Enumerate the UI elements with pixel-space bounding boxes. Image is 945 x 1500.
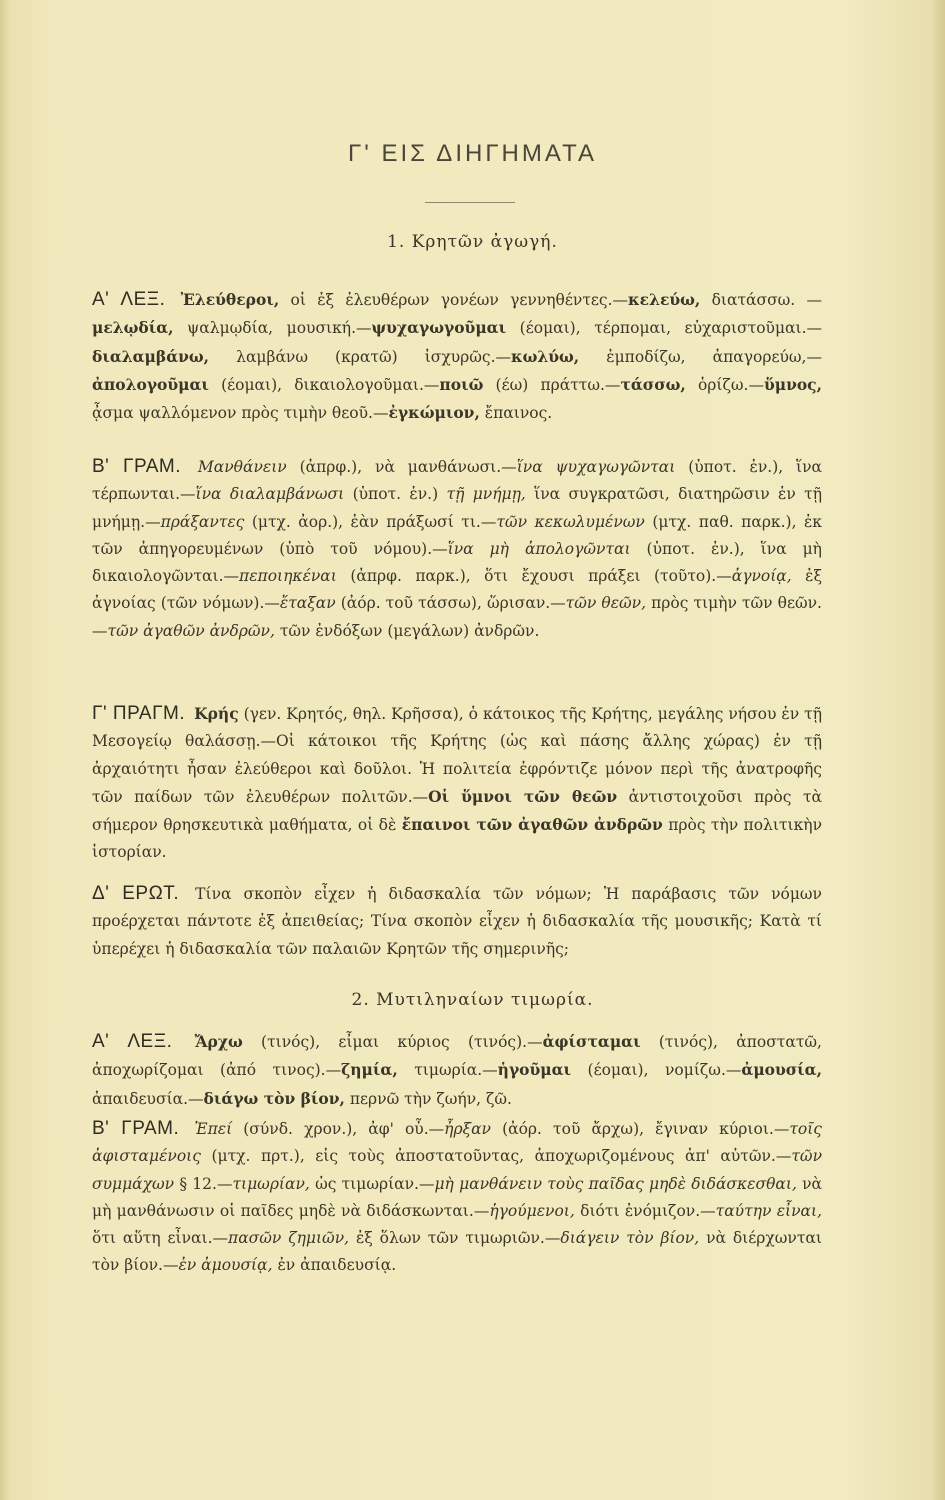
page-edge-shadow (931, 0, 945, 1500)
term: ποιῶ (439, 374, 484, 394)
term: διάγω τὸν βίον, (203, 1088, 345, 1108)
gloss: ψαλμῳδία, μουσική.— (187, 319, 372, 338)
s1-subject-label: Γ' ΠΡΑΓΜ. (92, 703, 186, 724)
gloss: διότι ἐνόμιζον.— (580, 1201, 716, 1220)
term: ἵνα μὴ ἀπολογῶνται (447, 539, 631, 558)
gloss: πρὸς τιμὴν τῶν θεῶν.— (92, 594, 822, 640)
gloss: (έομαι), δικαιολογοῦμαι.— (221, 375, 440, 394)
gloss: (ὑποτ. ἐν.) (352, 485, 439, 504)
s1-subject-paragraph (92, 700, 822, 867)
term: Οἱ ὕμνοι τῶν θεῶν (428, 786, 618, 806)
title-divider (425, 202, 515, 203)
gloss: (μτχ. ἀορ.), ἐὰν πράξωσί τι.— (251, 512, 497, 531)
term: τῶν κεκωλυμένων (496, 512, 645, 531)
s2-vocabulary-label: Α' ΛΕΞ. (92, 1031, 173, 1052)
gloss: οἱ ἐξ ἐλευθέρων γονέων γεννηθέντες.— (290, 291, 629, 309)
term: ἀγνοίᾳ, (731, 567, 792, 586)
gloss: τιμωρία.— (414, 1061, 498, 1080)
gloss: (γεν. Κρητός, θηλ. Κρῆσσα), ὁ κάτοικος τῆς Κρήτης, μεγάλης νήσου ἐν τῇ Μεσογείῳ θαλάσσῃ.—Οἱ κάτοικοι τῆς Κρήτης (ὡς καὶ πάσης ἄλλης χώρας) ἐν τῇ ἀρχαιότητι ἦσαν ἐλεύθεροι καὶ δοῦλοι. Ἡ πολιτεία ἐφρόντιζε μόνον περὶ τῆς ἀνατροφῆς τῶν παίδων τῶν ἐλευθέρων πολιτῶν.— (92, 705, 822, 806)
gloss: ἐξ ὅλων τῶν τιμωριῶν.— (355, 1229, 561, 1248)
section-1-title: 1. Κρητῶν ἀγωγή. (387, 232, 558, 252)
gloss: πρὸς τὴν πολιτικὴν ἱστορίαν. (92, 816, 823, 862)
gloss: (ἀπρφ. παρκ.), ὅτι ἔχουσι πράξει (τοῦτο).— (350, 567, 732, 586)
s2-grammar-label: Β' ΓΡΑΜ. (92, 1118, 180, 1139)
s1-vocabulary-paragraph (92, 286, 822, 427)
gloss: (έομαι), τέρπομαι, εὐχαριστοῦμαι.— (519, 319, 822, 338)
term: ἐν ἀμουσίᾳ, (178, 1256, 273, 1275)
term: ἡγοῦμαι (497, 1060, 572, 1080)
term: τῶν ἀγαθῶν ἀνδρῶν, (107, 621, 275, 640)
s1-grammar-label: Β' ΓΡΑΜ. (92, 456, 182, 477)
gloss: ἀντιστοιχοῦσι πρὸς τὰ σήμερον θρησκευτικὰ μαθήματα, οἱ δὲ (92, 787, 822, 835)
term: πασῶν ζημιῶν, (228, 1229, 350, 1248)
gloss: λαμβάνω (κρατῶ) ἰσχυρῶς.— (236, 347, 512, 366)
term: ἦρξαν (444, 1120, 491, 1138)
term: κωλύω, (511, 346, 580, 366)
gloss: (έω) πράττω.— (495, 375, 621, 394)
term: Ἐλεύθεροι, (180, 290, 280, 309)
gloss: ἐμποδίζω, ἀπαγορεύω,— (606, 347, 822, 366)
gloss: (ὑποτ. ἐν.), ἵνα μὴ δικαιολογῶνται.— (92, 539, 822, 586)
term: διάγειν τὸν βίον, (560, 1229, 700, 1248)
gloss: (ἀόρ. τοῦ ἄρχω), ἔγιναν κύριοι.— (502, 1120, 790, 1138)
gloss: § 12.— (179, 1174, 233, 1193)
gloss: περνῶ τὴν ζωήν, ζῶ. (349, 1089, 512, 1108)
s1-vocabulary-label: Α' ΛΕΞ. (92, 289, 166, 310)
term: ἔταξαν (279, 594, 336, 613)
gloss: ἔπαινος. (484, 404, 553, 423)
term: πεποιηκέναι (239, 567, 337, 586)
term: ἵνα ψυχαγωγῶνται (516, 458, 676, 476)
s2-vocabulary-paragraph (92, 1028, 822, 1113)
term: ψυχαγωγοῦμαι (371, 318, 507, 338)
term: ζημία, (341, 1060, 398, 1080)
term: τῶν συμμάχων (92, 1147, 822, 1193)
gloss: νὰ διέρχωνται τὸν βίον.— (92, 1229, 822, 1275)
gloss: ἵνα συγκρατῶσι, διατηρῶσιν ἐν τῇ μνήμῃ.— (92, 485, 822, 531)
term: ἀφίσταμαι (542, 1032, 641, 1051)
gloss: ἐξ ἀγνοίας (τῶν νόμων).— (92, 567, 823, 613)
term: τοῖς ἀφισταμένοις (92, 1120, 822, 1166)
term: κελεύω, (628, 290, 701, 309)
s1-questions-label: Δ' ΕΡΩΤ. (92, 883, 180, 904)
page-title: Γ' ΕΙΣ ΔΙΗΓΗΜΑΤΑ (347, 140, 597, 167)
gloss: ᾆσμα ψαλλόμενον πρὸς τιμὴν θεοῦ.— (92, 404, 389, 423)
term: μελῳδία, (92, 318, 174, 338)
term: ἀπολογοῦμαι (92, 374, 209, 394)
gloss: ἀπαιδευσία.— (92, 1089, 204, 1108)
term: πράξαντες (160, 512, 245, 531)
page-gutter-shadow (0, 0, 10, 1500)
gloss: ὡς τιμωρίαν.— (315, 1174, 435, 1193)
term: ὕμνος, (763, 374, 822, 394)
term: Κρής (194, 704, 239, 723)
term: Ἄρχω (194, 1032, 243, 1051)
gloss: ἐν ἀπαιδευσίᾳ. (277, 1256, 397, 1275)
term: μὴ μανθάνειν τοὺς παῖδας μηδὲ διδάσκεσθαι, (434, 1174, 797, 1193)
gloss: (ἀόρ. τοῦ τάσσω), ὥρισαν.— (340, 594, 566, 613)
gloss: (τινός), εἶμαι κύριος (τινός).— (261, 1033, 543, 1051)
s1-grammar-paragraph (92, 453, 822, 645)
term: τῶν θεῶν, (565, 594, 647, 613)
term: ἵνα διαλαμβάνωσι (195, 485, 345, 504)
gloss: ὅτι αὕτη εἶναι.— (92, 1229, 229, 1248)
section-2-title: 2. Μυτιληναίων τιμωρία. (351, 990, 594, 1010)
gloss: (τινός), ἀποστατῶ, ἀποχωρίζομαι (ἀπό τινος).— (92, 1033, 822, 1080)
term: διαλαμβάνω, (92, 346, 210, 366)
term: τιμωρίαν, (232, 1174, 310, 1193)
term: ἐγκώμιον, (388, 403, 480, 423)
term: ἡγούμενοι, (489, 1201, 575, 1220)
gloss: διατάσσω. — (711, 291, 822, 309)
term: τάσσω, (620, 374, 686, 394)
questions-text: Τίνα σκοπὸν εἶχεν ἡ διδασκαλία τῶν νόμων; Ἡ παράβασις τῶν νόμων προέρχεται πάντοτε ἐξ ἀπειθείας; Τίνα σκοπὸν εἶχεν ἡ διδασκαλία τῆς μουσικῆς; Κατὰ τί ὑπερέχει ἡ διδασκαλία τῶν παλαιῶν Κρητῶν τῆς σημερινῆς; (92, 885, 822, 958)
gloss: (ὑποτ. ἐν.), ἵνα τέρπωνται.— (92, 458, 823, 504)
gloss: (σύνδ. χρον.), ἀφ' οὗ.— (243, 1120, 445, 1138)
term: Μανθάνειν (197, 458, 287, 476)
term: ταύτην εἶναι, (715, 1201, 822, 1220)
gloss: ὁρίζω.— (697, 375, 764, 394)
gloss: (μτχ. πρτ.), εἰς τοὺς ἀποστατοῦντας, ἀποχωριζομένους ἀπ' αὐτῶν.— (211, 1147, 792, 1166)
gloss: τῶν ἐνδόξων (μεγάλων) ἀνδρῶν. (279, 621, 540, 640)
gloss: (ἀπρφ.), νὰ μανθάνωσι.— (299, 458, 517, 476)
gloss: νὰ μὴ μανθάνωσιν οἱ παῖδες μηδὲ νὰ διδάσκωνται.— (92, 1174, 822, 1220)
s1-questions-paragraph (92, 880, 822, 963)
term: ἔπαινοι τῶν ἀγαθῶν ἀνδρῶν (401, 815, 663, 835)
s2-grammar-paragraph (92, 1115, 822, 1280)
gloss: (έομαι), νομίζω.— (587, 1061, 742, 1080)
term: τῇ μνήμῃ, (446, 485, 526, 504)
term: Ἐπεί (194, 1120, 233, 1138)
term: ἀμουσία, (741, 1060, 823, 1080)
gloss: (μτχ. παθ. παρκ.), ἐκ τῶν ἀπηγορευμένων (ὑπὸ τοῦ νόμου).— (92, 512, 822, 558)
